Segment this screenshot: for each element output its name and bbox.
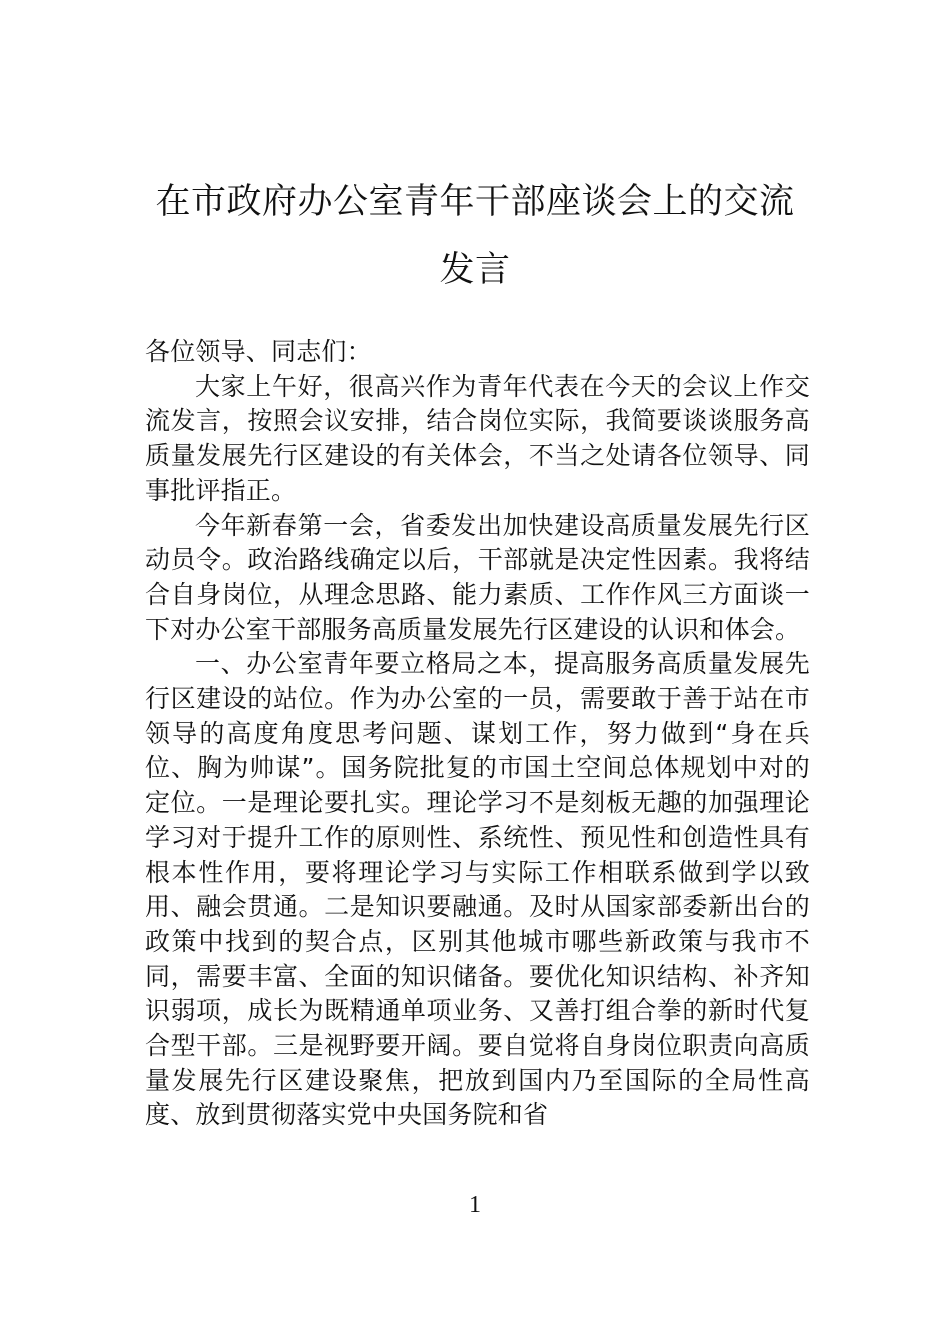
paragraph-3: 一、办公室青年要立格局之本，提高服务高质量发展先行区建设的站位。作为办公室的一员，需要敢于善于站在市领导的高度角度思考问题、谋划工作，努力做到“身在兵位、胸为帅谋”。国务院批复的市国土空间总体规划中对的定位。一是理论要扎实。理论学习不是刻板无趣的加强理论学习对于提升工作的原则性、系统性、预见性和创造性具有根本性作用，要将理论学习与实际工作相联系做到学以致用、融会贯通。二是知识要融通。及时从国家部委新出台的政策中找到的契合点，区别其他城市哪些新政策与我市不同，需要丰富、全面的知识储备。要优化知识结构、补齐知识弱项，成长为既精通单项业务、又善打组合拳的新时代复合型干部。三是视野要开阔。要自觉将自身岗位职责向高质量发展先行区建设聚焦，把放到国内乃至国际的全局性高度、放到贯彻落实党中央国务院和省	[145, 649, 810, 1130]
salutation: 各位领导、同志们：	[145, 337, 372, 366]
document-body	[145, 335, 810, 1133]
paragraph-1: 大家上午好，很高兴作为青年代表在今天的会议上作交流发言，按照会议安排，结合岗位实际，我简要谈谈服务高质量发展先行区建设的有关体会，不当之处请各位领导、同事批评指正。	[145, 371, 810, 505]
paragraph-2: 今年新春第一会，省委发出加快建设高质量发展先行区动员令。政治路线确定以后，干部就是决定性因素。我将结合自身岗位，从理念思路、能力素质、工作作风三方面谈一下对办公室干部服务高质量发展先行区建设的认识和体会。	[145, 510, 810, 644]
page-number: 1	[469, 1192, 481, 1218]
document-title: 在市政府办公室青年干部座谈会上的交流发言	[155, 182, 795, 290]
